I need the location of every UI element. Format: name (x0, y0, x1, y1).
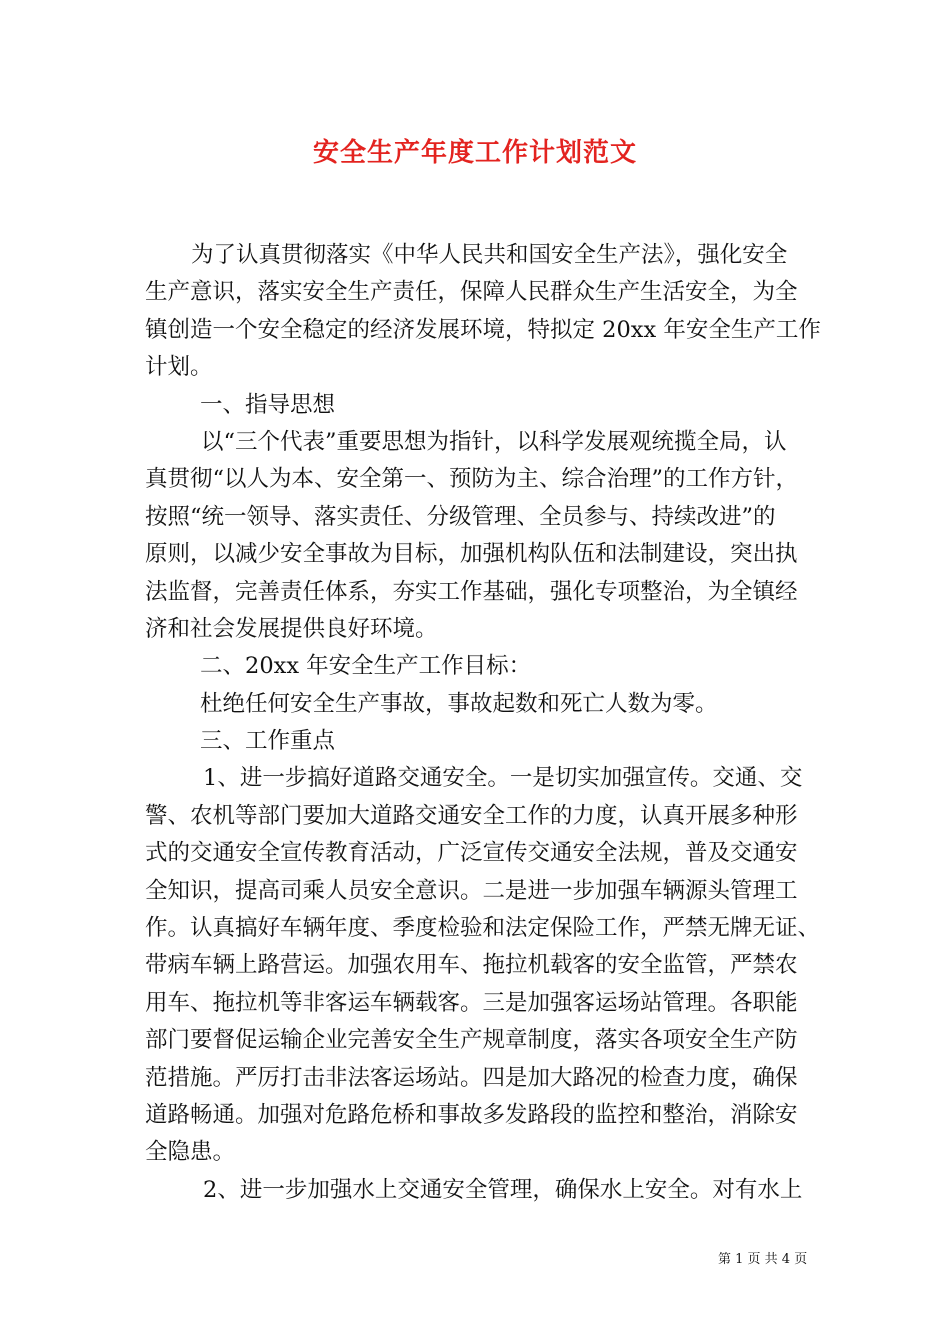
text-line: 三、工作重点 (200, 728, 336, 755)
text-line: 为了认真贯彻落实《中华人民共和国安全生产法》，强化安全 (191, 242, 788, 268)
text-line: 作。认真搞好车辆年度、季度检验和法定保险工作，严禁无牌无证、 (145, 915, 821, 942)
text-line: 全知识，提高司乘人员安全意识。二是进一步加强车辆源头管理工 (145, 877, 798, 904)
text-line: 警、农机等部门要加大道路交通安全工作的力度，认真开展多种形 (145, 802, 798, 829)
text-line: 1、进一步搞好道路交通安全。一是切实加强宣传。交通、交 (203, 765, 803, 792)
text-line: 镇创造一个安全稳定的经济发展环境，特拟定 20xx 年安全生产工作 (145, 316, 821, 343)
document-title: 安全生产年度工作计划范文 (312, 138, 637, 168)
text-line: 用车、拖拉机等非客运车辆载客。三是加强客运场站管理。各职能 (145, 989, 798, 1016)
text-line: 生产意识，落实安全生产责任，保障人民群众生产生活安全，为全 (145, 279, 798, 306)
text-line: 一、指导思想 (200, 391, 336, 418)
text-line: 2、进一步加强水上交通安全管理，确保水上安全。对有水上 (203, 1176, 803, 1203)
text-line: 杜绝任何安全生产事故，事故起数和死亡人数为零。 (200, 690, 718, 717)
text-line: 真贯彻“以人为本、安全第一、预防为主、综合治理”的工作方针， (145, 466, 799, 493)
text-line: 济和社会发展提供良好环境。 (145, 615, 438, 642)
text-line: 二、20xx 年安全生产工作目标： (200, 653, 532, 680)
text-line: 计划。 (145, 354, 213, 381)
page-number: 第 1 页 共 4 页 (718, 1252, 808, 1267)
text-line: 全隐患。 (145, 1139, 236, 1166)
text-line: 部门要督促运输企业完善安全生产规章制度，落实各项安全生产防 (145, 1027, 798, 1054)
document-body (145, 237, 825, 1209)
text-line: 原则，以减少安全事故为目标，加强机构队伍和法制建设，突出执 (145, 541, 798, 568)
text-line: 以“三个代表”重要思想为指针，以科学发展观统揽全局，认 (201, 428, 787, 455)
text-line: 带病车辆上路营运。加强农用车、拖拉机载客的安全监管，严禁农 (145, 952, 798, 979)
text-line: 范措施。严厉打击非法客运场站。四是加大路况的检查力度，确保 (145, 1064, 798, 1091)
text-line: 道路畅通。加强对危路危桥和事故多发路段的监控和整治，消除安 (145, 1101, 798, 1128)
text-line: 按照“统一领导、落实责任、分级管理、全员参与、持续改进”的 (145, 503, 776, 530)
text-line: 式的交通安全宣传教育活动，广泛宣传交通安全法规，普及交通安 (145, 840, 798, 867)
text-line: 法监督，完善责任体系，夯实工作基础，强化专项整治，为全镇经 (145, 578, 798, 605)
